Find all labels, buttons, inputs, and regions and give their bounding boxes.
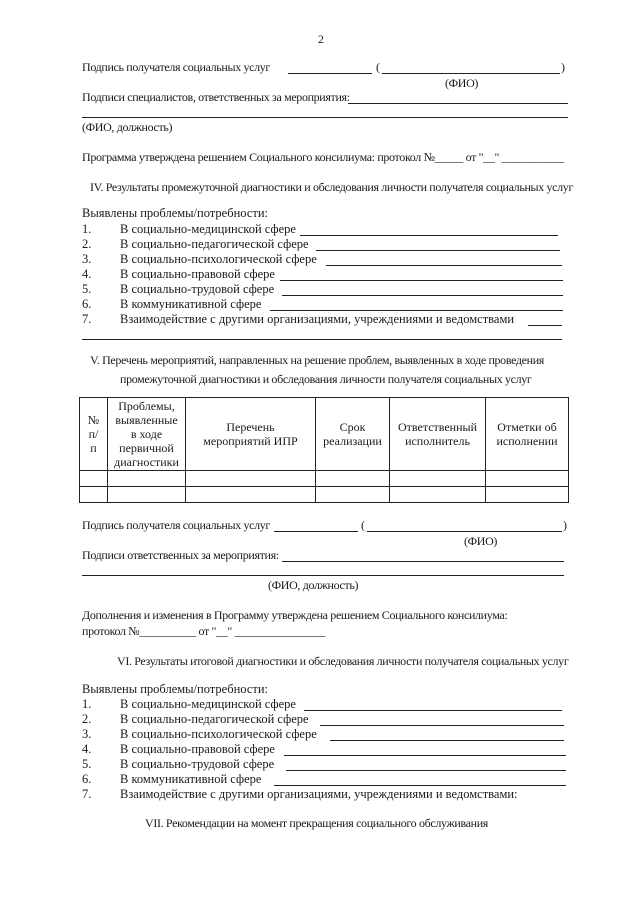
table-cell[interactable]: [316, 487, 390, 503]
list-item-label: В социально-психологической сфере: [120, 727, 317, 741]
list-item-number: 1.: [82, 697, 92, 711]
section-4-extra-line: [82, 339, 562, 340]
table-header-cell: Ответственный исполнитель: [390, 398, 486, 471]
table-cell[interactable]: [316, 471, 390, 487]
fio-position-caption: (ФИО, должность): [82, 120, 173, 134]
list-item-label: В социально-правовой сфере: [120, 267, 275, 281]
paren-open: (: [361, 518, 365, 532]
table-cell[interactable]: [186, 471, 316, 487]
table-header-cell: Перечень мероприятий ИПР: [186, 398, 316, 471]
list-item-label: В социально-психологической сфере: [120, 252, 317, 266]
list-item-label: Взаимодействие с другими организациями, учреждениями и ведомствами: [120, 312, 515, 326]
section-6-title: VI. Результаты итоговой диагностики и обследования личности получателя социальных услуг: [117, 654, 569, 668]
list-item-label: В коммуникативной сфере: [120, 772, 262, 786]
amendments-text-line-1: Дополнения и изменения в Программу утверждена решением Социального консилиума:: [82, 608, 508, 622]
table-row: [80, 487, 569, 503]
list-item-label: В коммуникативной сфере: [120, 297, 262, 311]
answer-line: [304, 710, 562, 711]
table-row: [80, 471, 569, 487]
list-item-number: 3.: [82, 252, 92, 266]
list-item-number: 4.: [82, 267, 92, 281]
list-item-label: Взаимодействие с другими организациями, учреждениями и ведомствами:: [120, 787, 518, 801]
section-4-title: IV. Результаты промежуточной диагностики и обследования личности получателя социальных услуг: [90, 180, 574, 194]
answer-line: [284, 755, 566, 756]
list-item-label: В социально-правовой сфере: [120, 742, 275, 756]
answer-line: [528, 325, 562, 326]
specialists-line: [348, 103, 568, 104]
table-cell[interactable]: [486, 471, 569, 487]
list-item-number: 7.: [82, 312, 92, 326]
responsible-line: [282, 561, 564, 562]
list-item-label: В социально-трудовой сфере: [120, 757, 275, 771]
recipient-signature-label: Подпись получателя социальных услуг: [82, 60, 270, 74]
table-cell[interactable]: [80, 471, 108, 487]
list-item-number: 1.: [82, 222, 92, 236]
specialists-line-2: [82, 117, 568, 118]
list-item-number: 5.: [82, 757, 92, 771]
fio-caption-2: (ФИО): [464, 534, 498, 548]
list-item-number: 4.: [82, 742, 92, 756]
section-5-title-line-1: V. Перечень мероприятий, направленных на решение проблем, выявленных в ходе проведения: [90, 353, 544, 367]
list-item-number: 6.: [82, 772, 92, 786]
table-header-cell: № п/п: [80, 398, 108, 471]
section-4-problems-heading: Выявлены проблемы/потребности:: [82, 206, 268, 220]
recipient-signature-label-2: Подпись получателя социальных услуг: [82, 518, 270, 532]
table-cell[interactable]: [108, 471, 186, 487]
ipr-measures-table: [79, 397, 569, 503]
list-item-number: 5.: [82, 282, 92, 296]
answer-line: [270, 310, 563, 311]
answer-line: [316, 250, 560, 251]
responsible-line-2: [82, 575, 564, 576]
answer-line: [274, 785, 566, 786]
table-cell[interactable]: [186, 487, 316, 503]
answer-line: [330, 740, 564, 741]
list-item-number: 7.: [82, 787, 92, 801]
table-header-row: [80, 398, 569, 471]
table-cell[interactable]: [390, 487, 486, 503]
list-item-label: В социально-педагогической сфере: [120, 712, 309, 726]
responsible-signature-label: Подписи ответственных за мероприятия:: [82, 548, 279, 562]
table-cell[interactable]: [108, 487, 186, 503]
list-item-number: 3.: [82, 727, 92, 741]
signature-line: [274, 531, 358, 532]
section-7-title: VII. Рекомендации на момент прекращения социального обслуживания: [145, 816, 488, 830]
paren-close: ): [561, 60, 565, 74]
answer-line: [326, 265, 562, 266]
specialists-signature-label: Подписи специалистов, ответственных за мероприятия:: [82, 90, 350, 104]
list-item-label: В социально-трудовой сфере: [120, 282, 275, 296]
page-number: 2: [318, 32, 324, 46]
fio-line: [367, 531, 562, 532]
list-item-label: В социально-педагогической сфере: [120, 237, 309, 251]
table-header-cell: Отметки об исполнении: [486, 398, 569, 471]
table-cell[interactable]: [390, 471, 486, 487]
fio-position-caption-2: (ФИО, должность): [268, 578, 359, 592]
list-item-number: 6.: [82, 297, 92, 311]
signature-line: [288, 73, 372, 74]
section-5-title-line-2: промежуточной диагностики и обследования личности получателя социальных услуг: [120, 372, 532, 386]
answer-line: [286, 770, 566, 771]
list-item-label: В социально-медицинской сфере: [120, 222, 296, 236]
table-header-cell: Проблемы, выявленные в ходе первичной диагностики: [108, 398, 186, 471]
answer-line: [320, 725, 564, 726]
table-cell[interactable]: [486, 487, 569, 503]
section-6-problems-heading: Выявлены проблемы/потребности:: [82, 682, 268, 696]
paren-close: ): [563, 518, 567, 532]
fio-line: [382, 73, 560, 74]
answer-line: [300, 235, 558, 236]
list-item-number: 2.: [82, 237, 92, 251]
list-item-label: В социально-медицинской сфере: [120, 697, 296, 711]
paren-open: (: [376, 60, 380, 74]
list-item-number: 2.: [82, 712, 92, 726]
table-header-cell: Срок реализации: [316, 398, 390, 471]
fio-caption: (ФИО): [445, 76, 479, 90]
answer-line: [280, 280, 563, 281]
amendments-text-line-2: протокол №__________ от "__" ________________: [82, 624, 325, 638]
answer-line: [282, 295, 563, 296]
program-approved-text: Программа утверждена решением Социального консилиума: протокол №_____ от "__" ___________: [82, 150, 564, 164]
table-cell[interactable]: [80, 487, 108, 503]
